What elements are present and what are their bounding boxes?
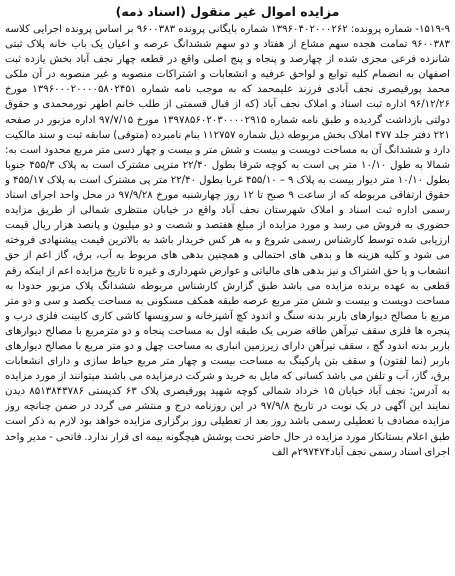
notice-title: مزایده اموال غیر منقول (اسناد ذمه) — [115, 4, 340, 19]
notice-body: ۱۵۱۹-۹- شماره پرونده: ۱۳۹۶۰۴۰۲۰۰۰۲۶۲ شماره بایگانی پرونده ۹۶۰۰۳۸۳ بر اساس پرونده اجرایی کلاسه ۹۶۰۰۳۸۳ تمامت هجده سهم مشاع از هفتاد و دو سهم ششدانگ عرصه و اعیان یک باب خانه پلاک ثبتی شانزده فرعی مجزی شده از چهارصد و پنجاه و پنج اصلی واقع در قطعه چهار نجف آباد بخش یازده ثبت اصفهان به انضمام کلیه توابع و لواحق عرفیه و انشعابات و اشتراکات منصوبه و غیر منصوبه در آن ملکی محمد پورقیصری نجف آبادی فرزند علیمحمد که به موجب نامه شماره ۱۳۹۶۰۰۰۲۰۰۰۰۵۸۰۲۴۵۱ مورخ ۹۶/۱۲/۲۶ اداره ثبت اسناد و املاک نجف آباد (که از قبال قسمتی از طلب خانم اطهر نورمحمدی و حقوق دولتی بازداشت گردیده و طبق نامه شماره ۱۳۹۷۸۵۶۰۲۰۳۰۰۰۰۲۹۱۵ مورخ ۹۷/۷/۱۵ اداره مزبور در صفحه ۲۲۱ دفتر جلد ۴۷۷ املاک بخش مربوطه ذیل شماره ۱۱۲۷۵۷ بنام نامبرده (متوفی) سابقه ثبت و سند مالکیت دارد و ششدانگ آن به مساحت دویست و بیست و شش متر و بیست و چهار دسی متر مربع محدود است به: شمالا به طول ۱۰/۱۰ متر پی است به کوچه شرقا بطول ۲۲/۴۰ مترپی مشترک است به پلاک ۴۵۵/۳ جنوبا بطول ۱۰/۱۰ متر دیوار بیست به پلاک ۹ – ۴۵۵/۱۰ غربا بطول ۲۲/۴۰ متر پی مشترک است به پلاک ۴۵۵/۱۷ و حقوق ارتفاقی مربوطه که از ساعت ۹ صبح تا ۱۲ روز چهارشنبه مورخ ۹۷/۹/۲۸ در محل واحد اجرای اسناد رسمی اداره ثبت اسناد و املاک شهرستان نجف آباد واقع در خیابان منتظری شمالی از طریق مزایده حضوری به فروش می رسد و مورد مزایده از مبلغ هفتصد و شصت و دو میلیون و پانصد هزار ریال قیمت ارزیابی شده توسط کارشناس رسمی شروع و به هر کس خریدار باشد به بالاترین قیمت پیشنهادی فروخته می شود و کلیه هزینه ها و بدهی های احتمالی و همچنین بدهی های مربوط به آب، برق، گاز اعم از حق انشعاب و یا حق اشتراک و نیز بدهی های مالیاتی و عوارض شهرداری و غیره تا تاریخ مزایده اعم از اینکه رقم قطعی به عهده برنده مزایده می باشد طبق گزارش کارشناس مربوطه ششدانگ پلاک مزبور حدودا به مساحت دویست و بیست و شش متر مربع عرصه طبقه همکف مسکونی به مساحت یکصد و سی و دو متر مربع با مصالح دیوارهای باربر بدنه سنگ و اندود کچ آشپزخانه و سرویسها کاشی کاری کابینت فلزی درب و پنجره ها فلزی سقف تیرآهن طاقه ضربی یک طبقه اول به مساحت پنجاه و دو مترمربع با مصالح دیوارهای باربر بدنه اندود گچ ، سقف تیرآهن دارای زیرزمین انباری به مساحت چهل و دو متر مربع با مصالح دیوارهای باربر (نما لفتون) و سقف بتن پارکینگ به مساحت بیست و چهار متر مربع حیاط سازی و دارای انشعابات برق، گاز، آب و تلفن می باشد کسانی که مایل به خرید و شرکت درمزایده می باشند میتوانند از مورد مزایده به آدرس: نجف آباد خیابان ۱۵ خرداد شمالی کوچه شهید پورقیصری پلاک ۶۳ کدپستی ۸۵۱۳۸۴۳۷۸۶ دیدن نمایند این آگهی در یک نوبت در تاریخ ۹۷/۹/۸ در این روزنامه درج و منتشر می گردد در ضمن چنانچه روز مزایده مصادف با تعطیلی رسمی باشد روز بعد از تعطیلی روز برگزاری مزایده خواهد بود لازم به ذکر است طبق اعلام بستانکار مورد مزایده در حال حاضر تحت پوشش هیچگونه بیمه ای قرار ندارد. فاتحی - مدیر واحد اجرای اسناد رسمی نجف آباد۲۹۷۴۷۴م الف — [5, 24, 450, 458]
